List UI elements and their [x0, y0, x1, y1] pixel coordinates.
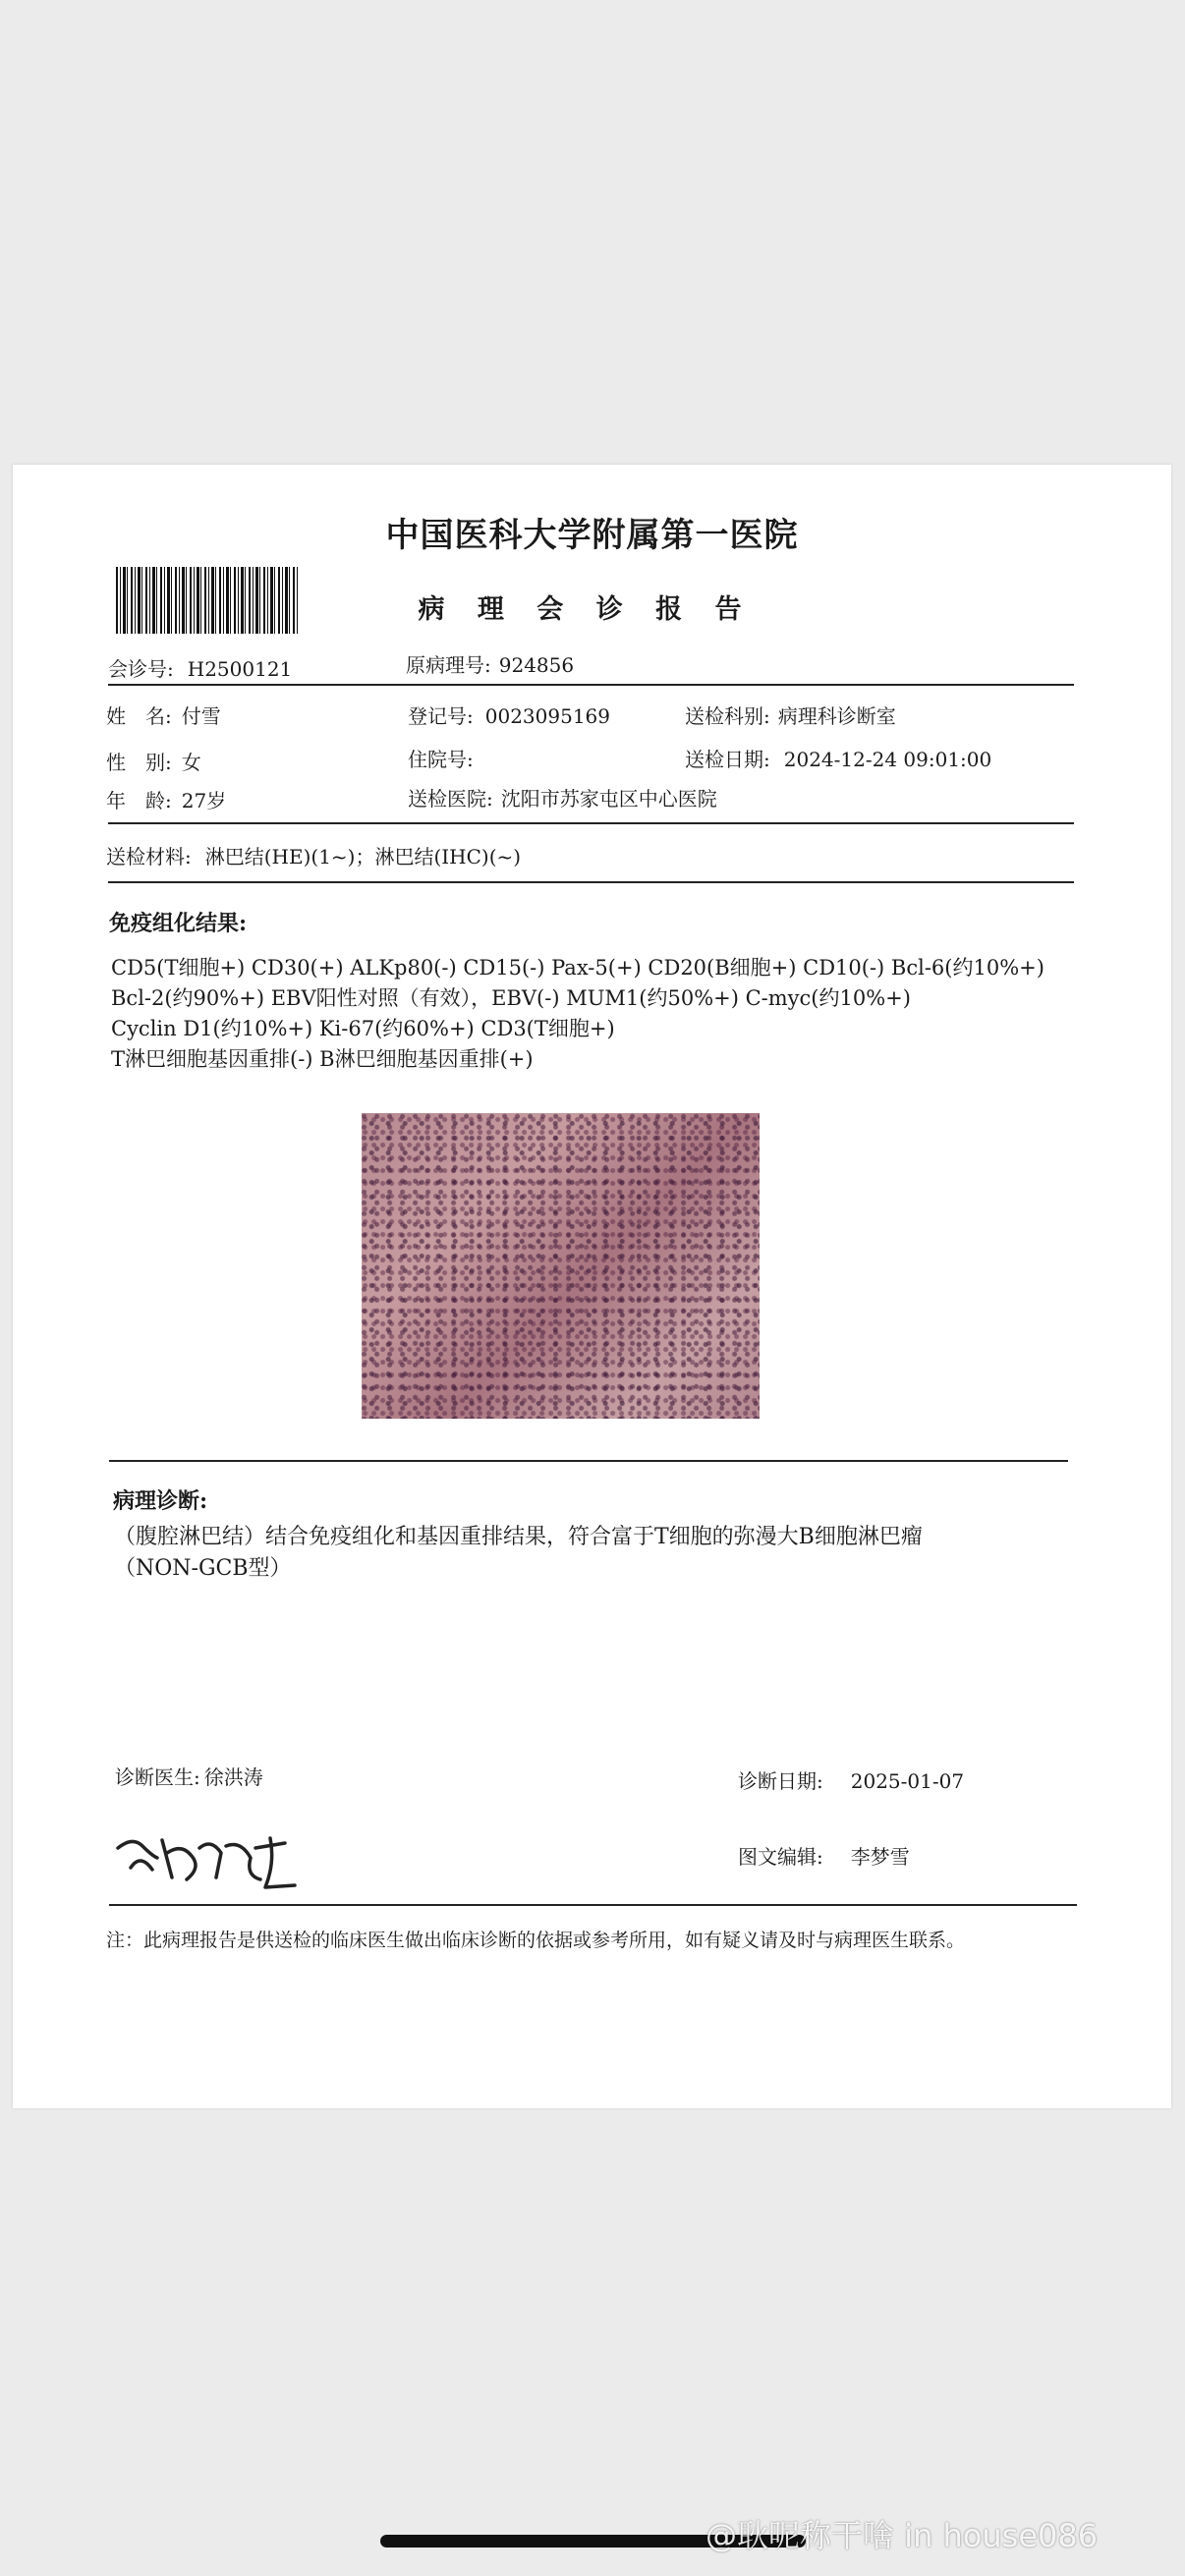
- divider: [109, 1904, 1077, 1906]
- orig-path-no: 原病理号: 924856: [406, 653, 575, 677]
- hospital-name: 中国医科大学附属第一医院: [385, 516, 799, 555]
- diagnosis-heading: 病理诊断:: [113, 1488, 208, 1514]
- patient-name: 姓 名: 付雪: [106, 704, 221, 728]
- patient-age: 年 龄: 27岁: [106, 789, 227, 812]
- microscopy-image: [362, 1113, 760, 1419]
- diag-date: 诊断日期: 2025-01-07: [738, 1769, 965, 1793]
- report-page: [13, 465, 1171, 2108]
- disclaimer-note: 注：此病理报告是供送检的临床医生做出临床诊断的依据或参考所用，如有疑义请及时与病理医生联系。: [106, 1930, 966, 1951]
- dept: 送检科别: 病理科诊断室: [685, 704, 896, 728]
- ihc-line: T淋巴细胞基因重排(-) B淋巴细胞基因重排(+): [111, 1047, 534, 1071]
- ihc-results: [111, 953, 1054, 1075]
- ihc-heading: 免疫组化结果:: [109, 911, 248, 936]
- divider: [108, 822, 1074, 824]
- ihc-line: Bcl-2(约90%+) EBV阳性对照（有效），EBV(-) MUM1(约50%+) C-myc(约10%+): [111, 986, 911, 1010]
- doctor-signature: [113, 1819, 310, 1897]
- ihc-line: CD5(T细胞+) CD30(+) ALKp80(-) CD15(-) Pax-5(+) CD20(B细胞+) CD10(-) Bcl-6(约10%+): [111, 956, 1044, 980]
- divider: [108, 684, 1074, 686]
- reg-no: 登记号: 0023095169: [408, 704, 610, 728]
- diagnosis-line: （NON-GCB型）: [114, 1556, 292, 1581]
- patient-gender: 性 别: 女: [106, 751, 201, 774]
- divider: [109, 1460, 1068, 1462]
- material: 送检材料: 淋巴结(HE)(1~)；淋巴结(IHC)(~): [106, 845, 522, 868]
- doctor: 诊断医生: 徐洪涛: [115, 1765, 263, 1789]
- diagnosis-text: [114, 1522, 923, 1585]
- watermark: @耿呢称干啥 in house086: [705, 2517, 1099, 2554]
- diagnosis-line: （腹腔淋巴结）结合免疫组化和基因重排结果，符合富于T细胞的弥漫大B细胞淋巴瘤: [114, 1525, 923, 1549]
- consult-no: 会诊号: H2500121: [108, 657, 293, 681]
- sending-hospital: 送检医院: 沈阳市苏家屯区中心医院: [408, 787, 717, 811]
- divider: [108, 881, 1074, 883]
- report-title: 病 理 会 诊 报 告: [418, 594, 754, 625]
- date-sent: 送检日期: 2024-12-24 09:01:00: [685, 748, 992, 771]
- editor: 图文编辑: 李梦雪: [738, 1845, 910, 1869]
- ihc-line: Cyclin D1(约10%+) Ki-67(约60%+) CD3(T细胞+): [111, 1017, 615, 1040]
- inpatient-no: 住院号:: [408, 748, 474, 771]
